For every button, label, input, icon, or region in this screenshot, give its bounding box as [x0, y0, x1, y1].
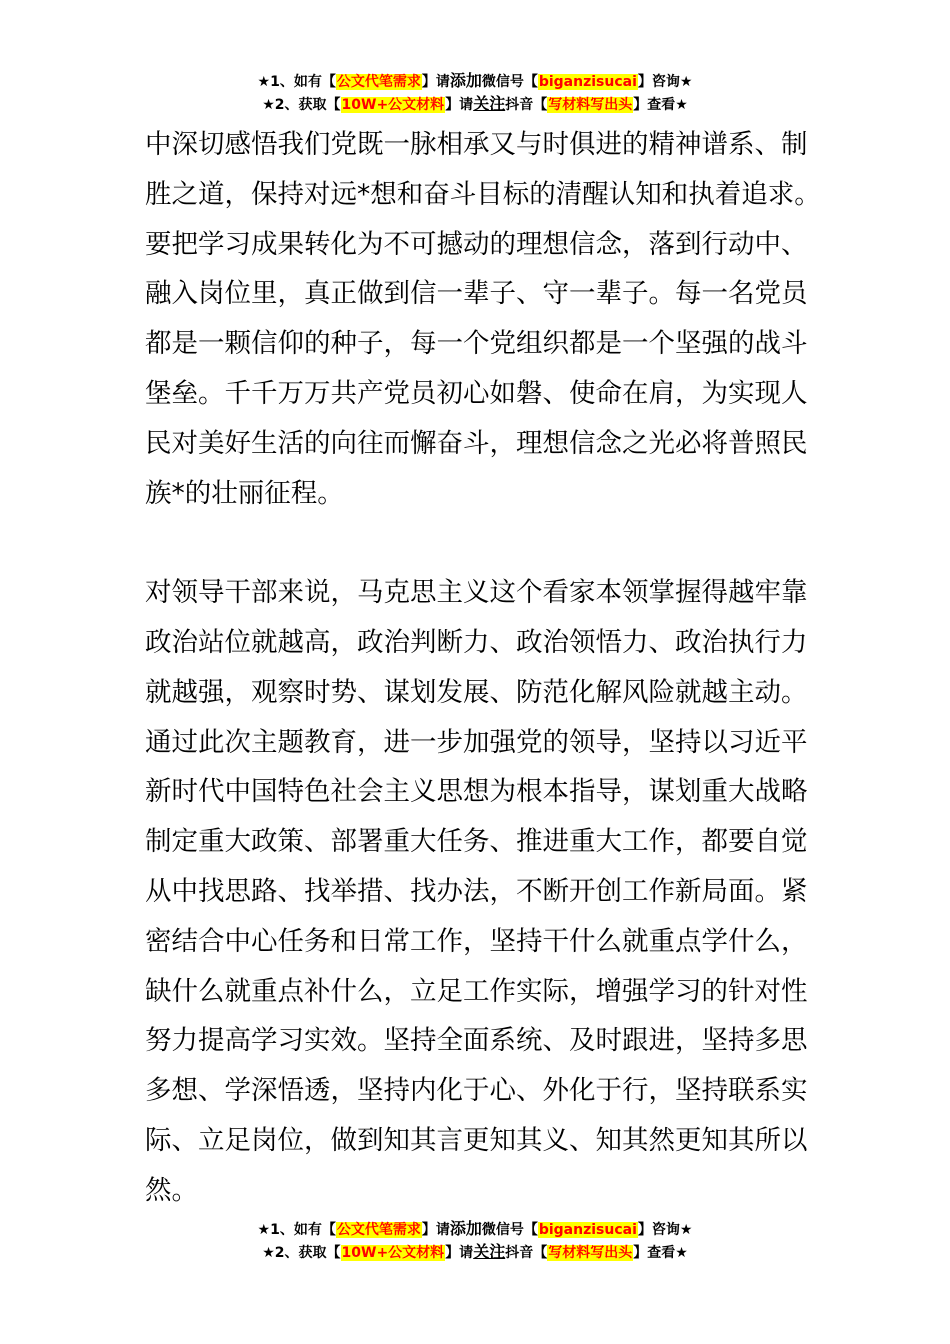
text-line: 民对美好生活的向往而懈奋斗，理想信念之光必将普照民: [145, 427, 808, 459]
document-body: [145, 120, 821, 1216]
watermark-line-2: [0, 1241, 950, 1264]
watermark-text: ★2、获取【: [262, 97, 341, 113]
watermark-text: 】请: [421, 74, 450, 90]
text-line: 要把学习成果转化为不可撼动的理想信念，落到行动中、: [145, 228, 808, 260]
watermark-text: 微信号【: [481, 74, 538, 90]
watermark-text: ★1、如有【: [257, 1222, 336, 1238]
paragraph-2: [145, 568, 810, 1215]
text-line: 通过此次主题教育，进一步加强党的领导，坚持以习近平: [145, 726, 808, 758]
text-line: 对领导干部来说，马克思主义这个看家本领掌握得越牢靠: [145, 577, 808, 609]
watermark-highlight-service: 公文代笔需求: [336, 74, 421, 90]
watermark-text: 抖音【: [505, 97, 548, 113]
text-line: 密结合中心任务和日常工作，坚持干什么就重点学什么，: [145, 925, 808, 957]
watermark-highlight-douyin-account: 写材料写出头: [548, 1245, 633, 1261]
watermark-text: ★2、获取【: [262, 1245, 341, 1261]
watermark-text: 】咨询★: [637, 74, 693, 90]
text-line: 就越强，观察时势、谋划发展、防范化解风险就越主动。: [145, 676, 808, 708]
watermark-highlight-materials: 10W+公文材料: [341, 97, 445, 113]
header-watermark: [0, 70, 950, 116]
watermark-text: 】咨询★: [637, 1222, 693, 1238]
text-line: 从中找思路、找举措、找办法，不断开创工作新局面。紧: [145, 875, 808, 907]
text-line: 族*的壮丽征程。: [145, 477, 344, 509]
text-line: 制定重大政策、部署重大任务、推进重大工作，都要自觉: [145, 826, 808, 858]
footer-watermark: [0, 1218, 950, 1264]
text-line: 融入岗位里，真正做到信一辈子、守一辈子。每一名党员: [145, 278, 808, 310]
text-line: 堡垒。千千万万共产党员初心如磐、使命在肩，为实现人: [145, 377, 808, 409]
watermark-emphasis: 添加: [449, 1219, 482, 1238]
watermark-highlight-materials: 10W+公文材料: [341, 1245, 445, 1261]
text-line: 中深切感悟我们党既一脉相承又与时俱进的精神谱系、制: [145, 129, 808, 160]
text-line: 政治站位就越高，政治判断力、政治领悟力、政治执行力: [145, 626, 808, 658]
watermark-text: 】请: [421, 1222, 450, 1238]
watermark-highlight-service: 公文代笔需求: [336, 1222, 421, 1238]
watermark-highlight-douyin-account: 写材料写出头: [548, 97, 633, 113]
watermark-line-1: [0, 70, 950, 93]
watermark-line-1: [0, 1218, 950, 1241]
watermark-emphasis: 添加: [449, 71, 482, 90]
paragraph-gap: [145, 518, 810, 568]
text-line: 多想、学深悟透，坚持内化于心、外化于行，坚持联系实: [145, 1075, 808, 1107]
paragraph-1: [145, 120, 821, 518]
text-line: 都是一颗信仰的种子，每一个党组织都是一个坚强的战斗: [145, 328, 808, 360]
watermark-text: 】查看★: [633, 1245, 688, 1261]
text-line: 胜之道，保持对远*想和奋斗目标的清醒认知和执着追求。: [145, 178, 821, 210]
text-line: 际、立足岗位，做到知其言更知其义、知其然更知其所以: [145, 1124, 808, 1156]
watermark-text: 微信号【: [481, 1222, 538, 1238]
watermark-highlight-wechat-id: biganzisucai: [538, 1222, 637, 1238]
watermark-text: 】查看★: [633, 97, 688, 113]
text-line: 缺什么就重点补什么，立足工作实际，增强学习的针对性: [145, 975, 808, 1007]
watermark-text: ★1、如有【: [257, 74, 336, 90]
watermark-text: 抖音【: [505, 1245, 548, 1261]
watermark-line-2: [0, 93, 950, 116]
watermark-highlight-wechat-id: biganzisucai: [538, 74, 637, 90]
watermark-emphasis: 关注: [473, 1242, 506, 1261]
watermark-emphasis: 关注: [473, 94, 506, 113]
text-line: 然。: [145, 1174, 198, 1206]
text-line: 新时代中国特色社会主义思想为根本指导，谋划重大战略: [145, 776, 808, 808]
watermark-text: 】请: [445, 1245, 474, 1261]
text-line: 努力提高学习实效。坚持全面系统、及时跟进，坚持多思: [145, 1025, 808, 1057]
watermark-text: 】请: [445, 97, 474, 113]
